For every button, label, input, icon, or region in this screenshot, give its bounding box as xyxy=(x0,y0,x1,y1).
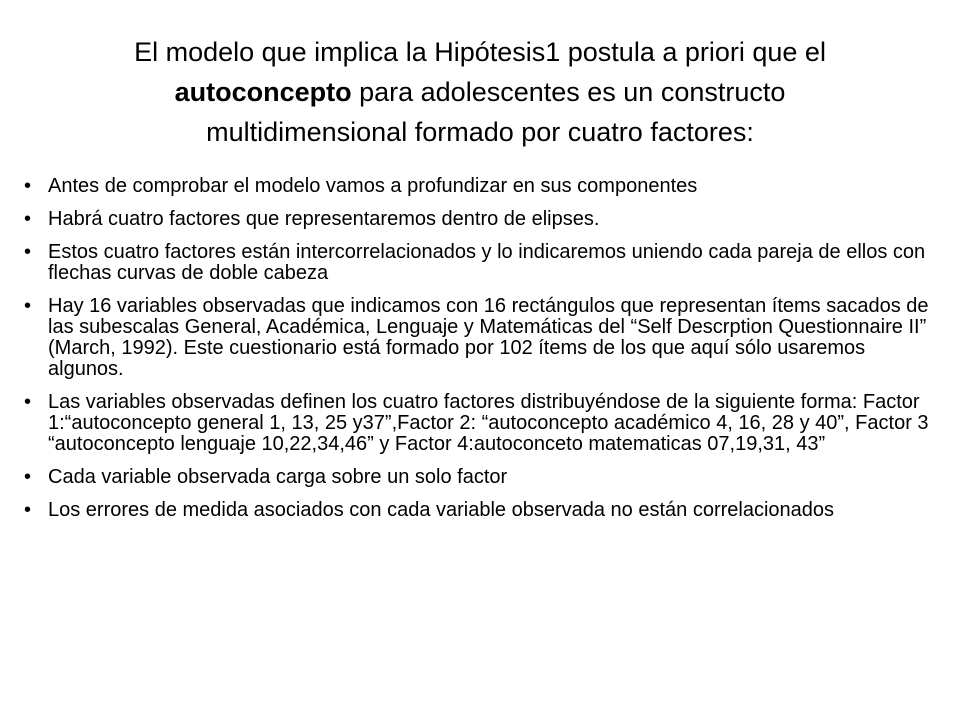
title-keyword: autoconcepto xyxy=(174,77,352,107)
title-line-2: para adolescentes es un constructo xyxy=(351,77,786,107)
bullet-item-factor-distribution: • Las variables observadas definen los cuatro factores distribuyéndose de la siguiente forma: Factor 1:“autoconcepto general 1, 13, 25 y37”,Factor 2: “autoconcepto académico 4, 16, 28 y 40”, Factor 3 “autoconcepto lenguaje 10,22,34,46” y Factor 4:autoconceto matematicas 07,19,31, 43” xyxy=(24,392,940,455)
title-line-1: El modelo que implica la Hipótesis1 postula a priori que el xyxy=(134,37,826,67)
bullet-list xyxy=(24,176,940,533)
bullet-item-uncorrelated-errors: • Los errores de medida asociados con cada variable observada no están correlacionados xyxy=(24,500,940,521)
bullet-item-components: • Antes de comprobar el modelo vamos a profundizar en sus componentes xyxy=(24,176,940,197)
bullet-item-four-factors: • Habrá cuatro factores que representaremos dentro de elipses. xyxy=(24,209,940,230)
bullet-item-intercorrelated: • Estos cuatro factores están intercorrelacionados y lo indicaremos uniendo cada pareja de ellos con flechas curvas de doble cabeza xyxy=(24,242,940,284)
bullet-item-observed-variables: • Hay 16 variables observadas que indicamos con 16 rectángulos que representan ítems sacados de las subescalas General, Académica, Lenguaje y Matemáticas del “Self Descrption Questionnaire II” (March, 1992). Este cuestionario está formado por 102 ítems de los que aquí sólo usaremos algunos. xyxy=(24,296,940,380)
bullet-item-single-factor-loading: • Cada variable observada carga sobre un solo factor xyxy=(24,467,940,488)
slide-title xyxy=(60,32,900,152)
title-line-3: multidimensional formado por cuatro factores: xyxy=(206,117,754,147)
